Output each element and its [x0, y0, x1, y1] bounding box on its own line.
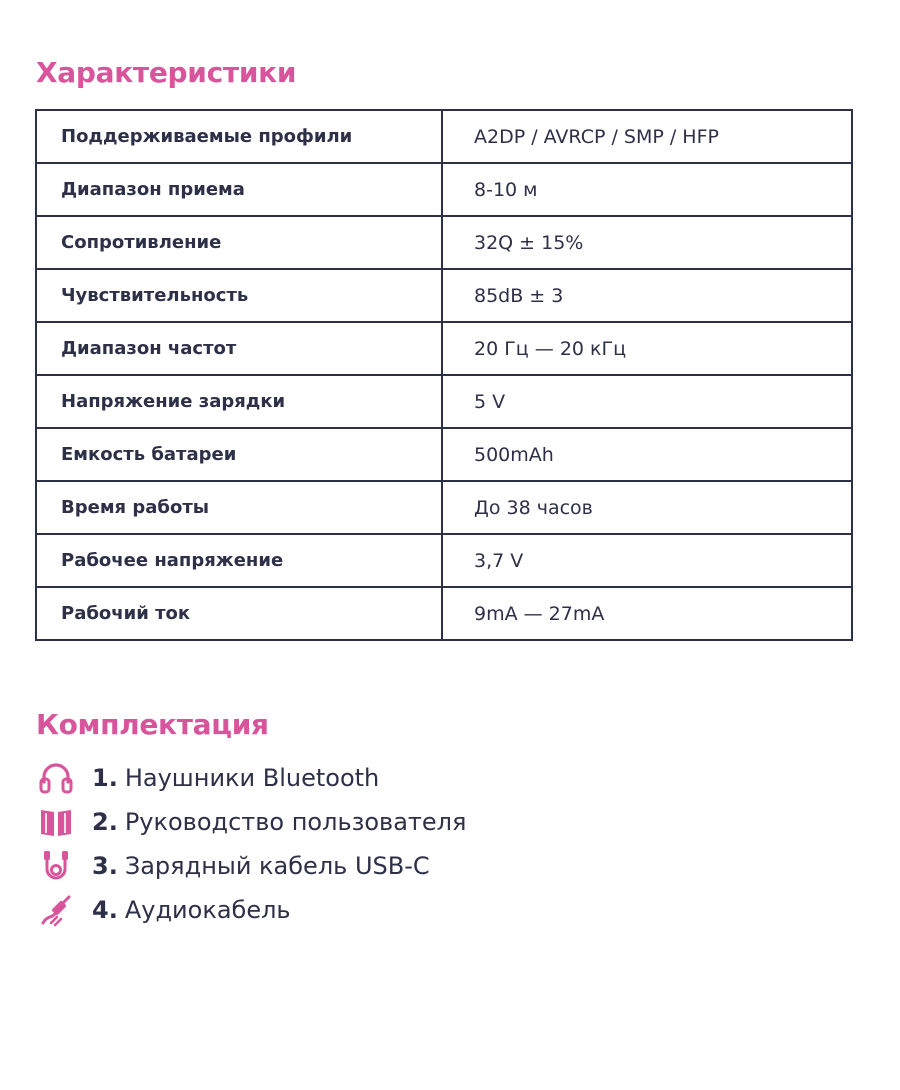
item-label: Наушники Bluetooth — [124, 764, 380, 792]
item-number: 1. — [92, 764, 118, 792]
specs-table — [35, 109, 853, 641]
table-row — [36, 216, 852, 269]
spec-key: Время работы — [36, 481, 442, 534]
item-number: 2. — [92, 808, 118, 836]
spec-value: До 38 часов — [442, 481, 852, 534]
table-row — [36, 110, 852, 163]
book-icon — [36, 804, 76, 840]
spec-value: 20 Гц — 20 кГц — [442, 322, 852, 375]
spec-key: Диапазон частот — [36, 322, 442, 375]
spec-value: A2DP / AVRCP / SMP / HFP — [442, 110, 852, 163]
spec-value: 3,7 V — [442, 534, 852, 587]
spec-key: Поддерживаемые профили — [36, 110, 442, 163]
table-row — [36, 428, 852, 481]
usb-cable-icon — [36, 848, 76, 884]
table-row — [36, 163, 852, 216]
table-row — [36, 481, 852, 534]
item-label: Руководство пользователя — [124, 808, 467, 836]
kit-title: Комплектация — [36, 708, 269, 741]
table-row — [36, 375, 852, 428]
item-label: Аудиокабель — [124, 896, 291, 924]
list-item — [36, 756, 466, 800]
table-row — [36, 587, 852, 640]
spec-value: 5 V — [442, 375, 852, 428]
item-label: Зарядный кабель USB-C — [124, 852, 430, 880]
spec-value: 9mA — 27mA — [442, 587, 852, 640]
spec-value: 85dB ± 3 — [442, 269, 852, 322]
spec-key: Диапазон приема — [36, 163, 442, 216]
table-row — [36, 322, 852, 375]
spec-value: 32Q ± 15% — [442, 216, 852, 269]
audio-cable-icon — [36, 892, 76, 928]
list-item — [36, 888, 466, 932]
spec-key: Чувствительность — [36, 269, 442, 322]
spec-key: Рабочий ток — [36, 587, 442, 640]
spec-key: Напряжение зарядки — [36, 375, 442, 428]
list-item — [36, 800, 466, 844]
item-number: 3. — [92, 852, 118, 880]
spec-key: Емкость батареи — [36, 428, 442, 481]
spec-value: 500mAh — [442, 428, 852, 481]
spec-key: Сопротивление — [36, 216, 442, 269]
specs-title: Характеристики — [36, 56, 297, 89]
item-number: 4. — [92, 896, 118, 924]
spec-value: 8-10 м — [442, 163, 852, 216]
table-row — [36, 269, 852, 322]
headphones-icon — [36, 760, 76, 796]
kit-list — [36, 756, 466, 932]
table-row — [36, 534, 852, 587]
spec-key: Рабочее напряжение — [36, 534, 442, 587]
list-item — [36, 844, 466, 888]
